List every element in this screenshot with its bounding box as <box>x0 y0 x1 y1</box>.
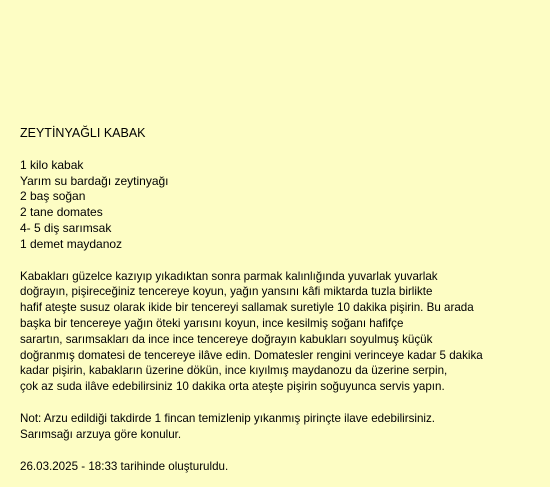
instruction-line: kadar pişirin, kabakların üzerine dökün, ince kıyılmış maydanozu da üzerine serpin, <box>20 364 448 378</box>
ingredient-item: 2 baş soğan <box>20 189 86 204</box>
recipe-title: ZEYTİNYAĞLI KABAK <box>20 126 146 140</box>
ingredient-item: 4- 5 diş sarımsak <box>20 220 112 235</box>
instructions-paragraph <box>20 269 540 395</box>
ingredient-item: 1 demet maydanoz <box>20 236 123 251</box>
created-timestamp: 26.03.2025 - 18:33 tarihinde oluşturuldu. <box>20 459 229 473</box>
note-line: Sarımsağı arzuya göre konulur. <box>20 427 182 441</box>
instruction-line: doğrayın, pişireceğiniz tencereye koyun, yağın yansını kâfi miktarda tuzla birlikte <box>20 285 433 299</box>
instruction-line: sarartın, sarımsakları da ince ince tencereye doğrayın kabukları soyulmuş küçük <box>20 332 433 346</box>
note-paragraph <box>20 411 540 443</box>
ingredient-item: 2 tane domates <box>20 205 103 220</box>
ingredient-item: Yarım su bardağı zeytinyağı <box>20 173 169 188</box>
instruction-line: Kabakları güzelce kazıyıp yıkadıktan sonra parmak kalınlığında yuvarlak yuvarlak <box>20 269 438 283</box>
instruction-line: çok az suda ilâve edebilirsiniz 10 dakika orta ateşte pişirin soğuyunca servis yapın. <box>20 380 445 394</box>
instruction-line: doğranmış domatesi de tencereye ilâve edin. Domatesler rengini verinceye kadar 5 dakika <box>20 348 483 362</box>
ingredients-list <box>20 158 540 253</box>
note-line: Not: Arzu edildiği takdirde 1 fincan temizlenip yıkanmış pirinçte ilave edebilirsiniz. <box>20 411 435 425</box>
instruction-line: başka bir tencereye yağın öteki yarısını koyun, ince kesilmiş soğanı hafifçe <box>20 316 404 330</box>
ingredient-item: 1 kilo kabak <box>20 157 84 172</box>
recipe-document <box>20 126 540 474</box>
instruction-line: hafif ateşte susuz olarak ikide bir tencereyi sallamak suretiyle 10 dakika pişirin. Bu arada <box>20 301 474 315</box>
